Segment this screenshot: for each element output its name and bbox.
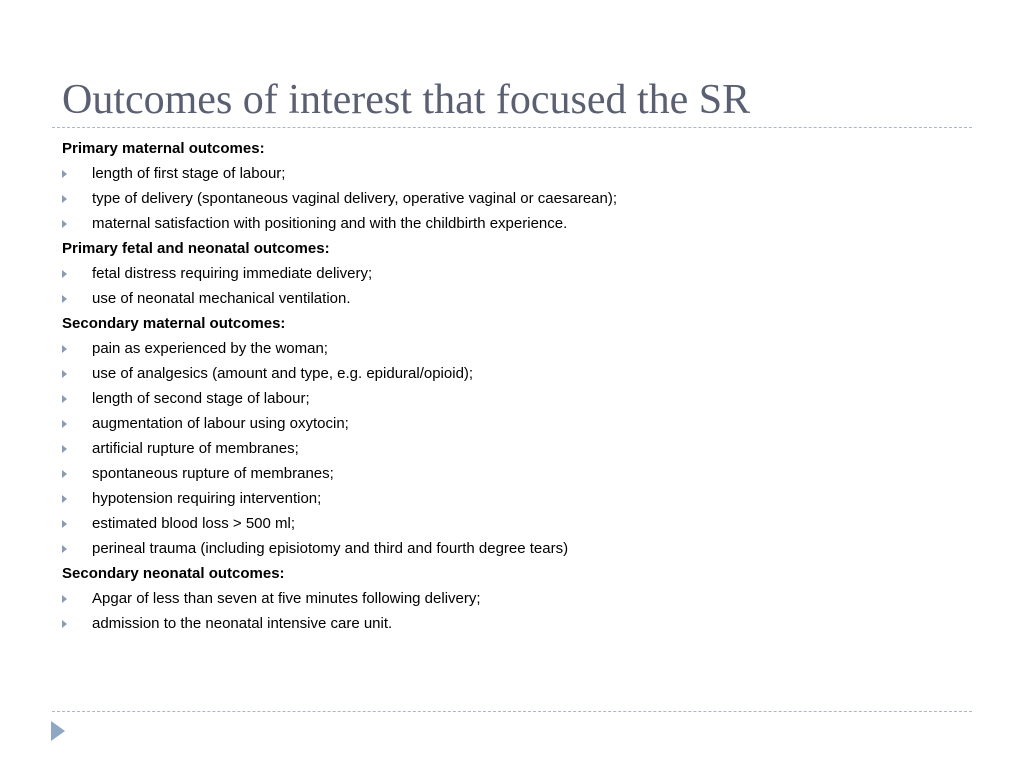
outcomes-list [62,136,962,636]
list-item-text: length of first stage of labour; [92,165,286,182]
list-item [62,536,962,561]
triangle-bullet-icon [62,495,67,503]
list-item-text: Apgar of less than seven at five minutes following delivery; [92,590,481,607]
list-item [62,211,962,236]
list-item [62,486,962,511]
triangle-arrow-icon [51,721,65,741]
triangle-bullet-icon [62,220,67,228]
triangle-bullet-icon [62,295,67,303]
list-item [62,511,962,536]
list-item-text: perineal trauma (including episiotomy and third and fourth degree tears) [92,540,569,557]
section-heading-primary-maternal: Primary maternal outcomes: [62,140,265,157]
triangle-bullet-icon [62,470,67,478]
triangle-bullet-icon [62,420,67,428]
list-item-text: use of neonatal mechanical ventilation. [92,290,351,307]
triangle-bullet-icon [62,195,67,203]
list-item [62,286,962,311]
list-item [62,586,962,611]
list-item [62,411,962,436]
list-item-text: hypotension requiring intervention; [92,490,322,507]
list-item [62,336,962,361]
triangle-bullet-icon [62,545,67,553]
list-item-text: use of analgesics (amount and type, e.g. epidural/opioid); [92,365,474,382]
section-heading-primary-fetal-neonatal: Primary fetal and neonatal outcomes: [62,240,330,257]
section-heading-secondary-maternal: Secondary maternal outcomes: [62,315,286,332]
list-item-text: spontaneous rupture of membranes; [92,465,334,482]
list-item-text: maternal satisfaction with positioning and with the childbirth experience. [92,215,568,232]
list-item-text: admission to the neonatal intensive care unit. [92,615,393,632]
list-item-text: fetal distress requiring immediate delivery; [92,265,373,282]
list-item-text: pain as experienced by the woman; [92,340,328,357]
list-item-text: artificial rupture of membranes; [92,440,299,457]
triangle-bullet-icon [62,270,67,278]
list-item [62,461,962,486]
list-item [62,361,962,386]
triangle-bullet-icon [62,370,67,378]
triangle-bullet-icon [62,595,67,603]
list-item [62,161,962,186]
section-heading-secondary-neonatal: Secondary neonatal outcomes: [62,565,285,582]
triangle-bullet-icon [62,445,67,453]
list-item-text: length of second stage of labour; [92,390,310,407]
list-item-text: type of delivery (spontaneous vaginal delivery, operative vaginal or caesarean); [92,190,618,207]
top-divider [52,127,972,128]
list-item-text: estimated blood loss > 500 ml; [92,515,296,532]
triangle-bullet-icon [62,520,67,528]
bottom-divider [52,711,972,712]
list-item [62,611,962,636]
triangle-bullet-icon [62,170,67,178]
list-item-text: augmentation of labour using oxytocin; [92,415,349,432]
triangle-bullet-icon [62,620,67,628]
list-item [62,186,962,211]
triangle-bullet-icon [62,345,67,353]
list-item [62,436,962,461]
triangle-bullet-icon [62,395,67,403]
list-item [62,261,962,286]
slide-title: Outcomes of interest that focused the SR [62,77,751,123]
list-item [62,386,962,411]
